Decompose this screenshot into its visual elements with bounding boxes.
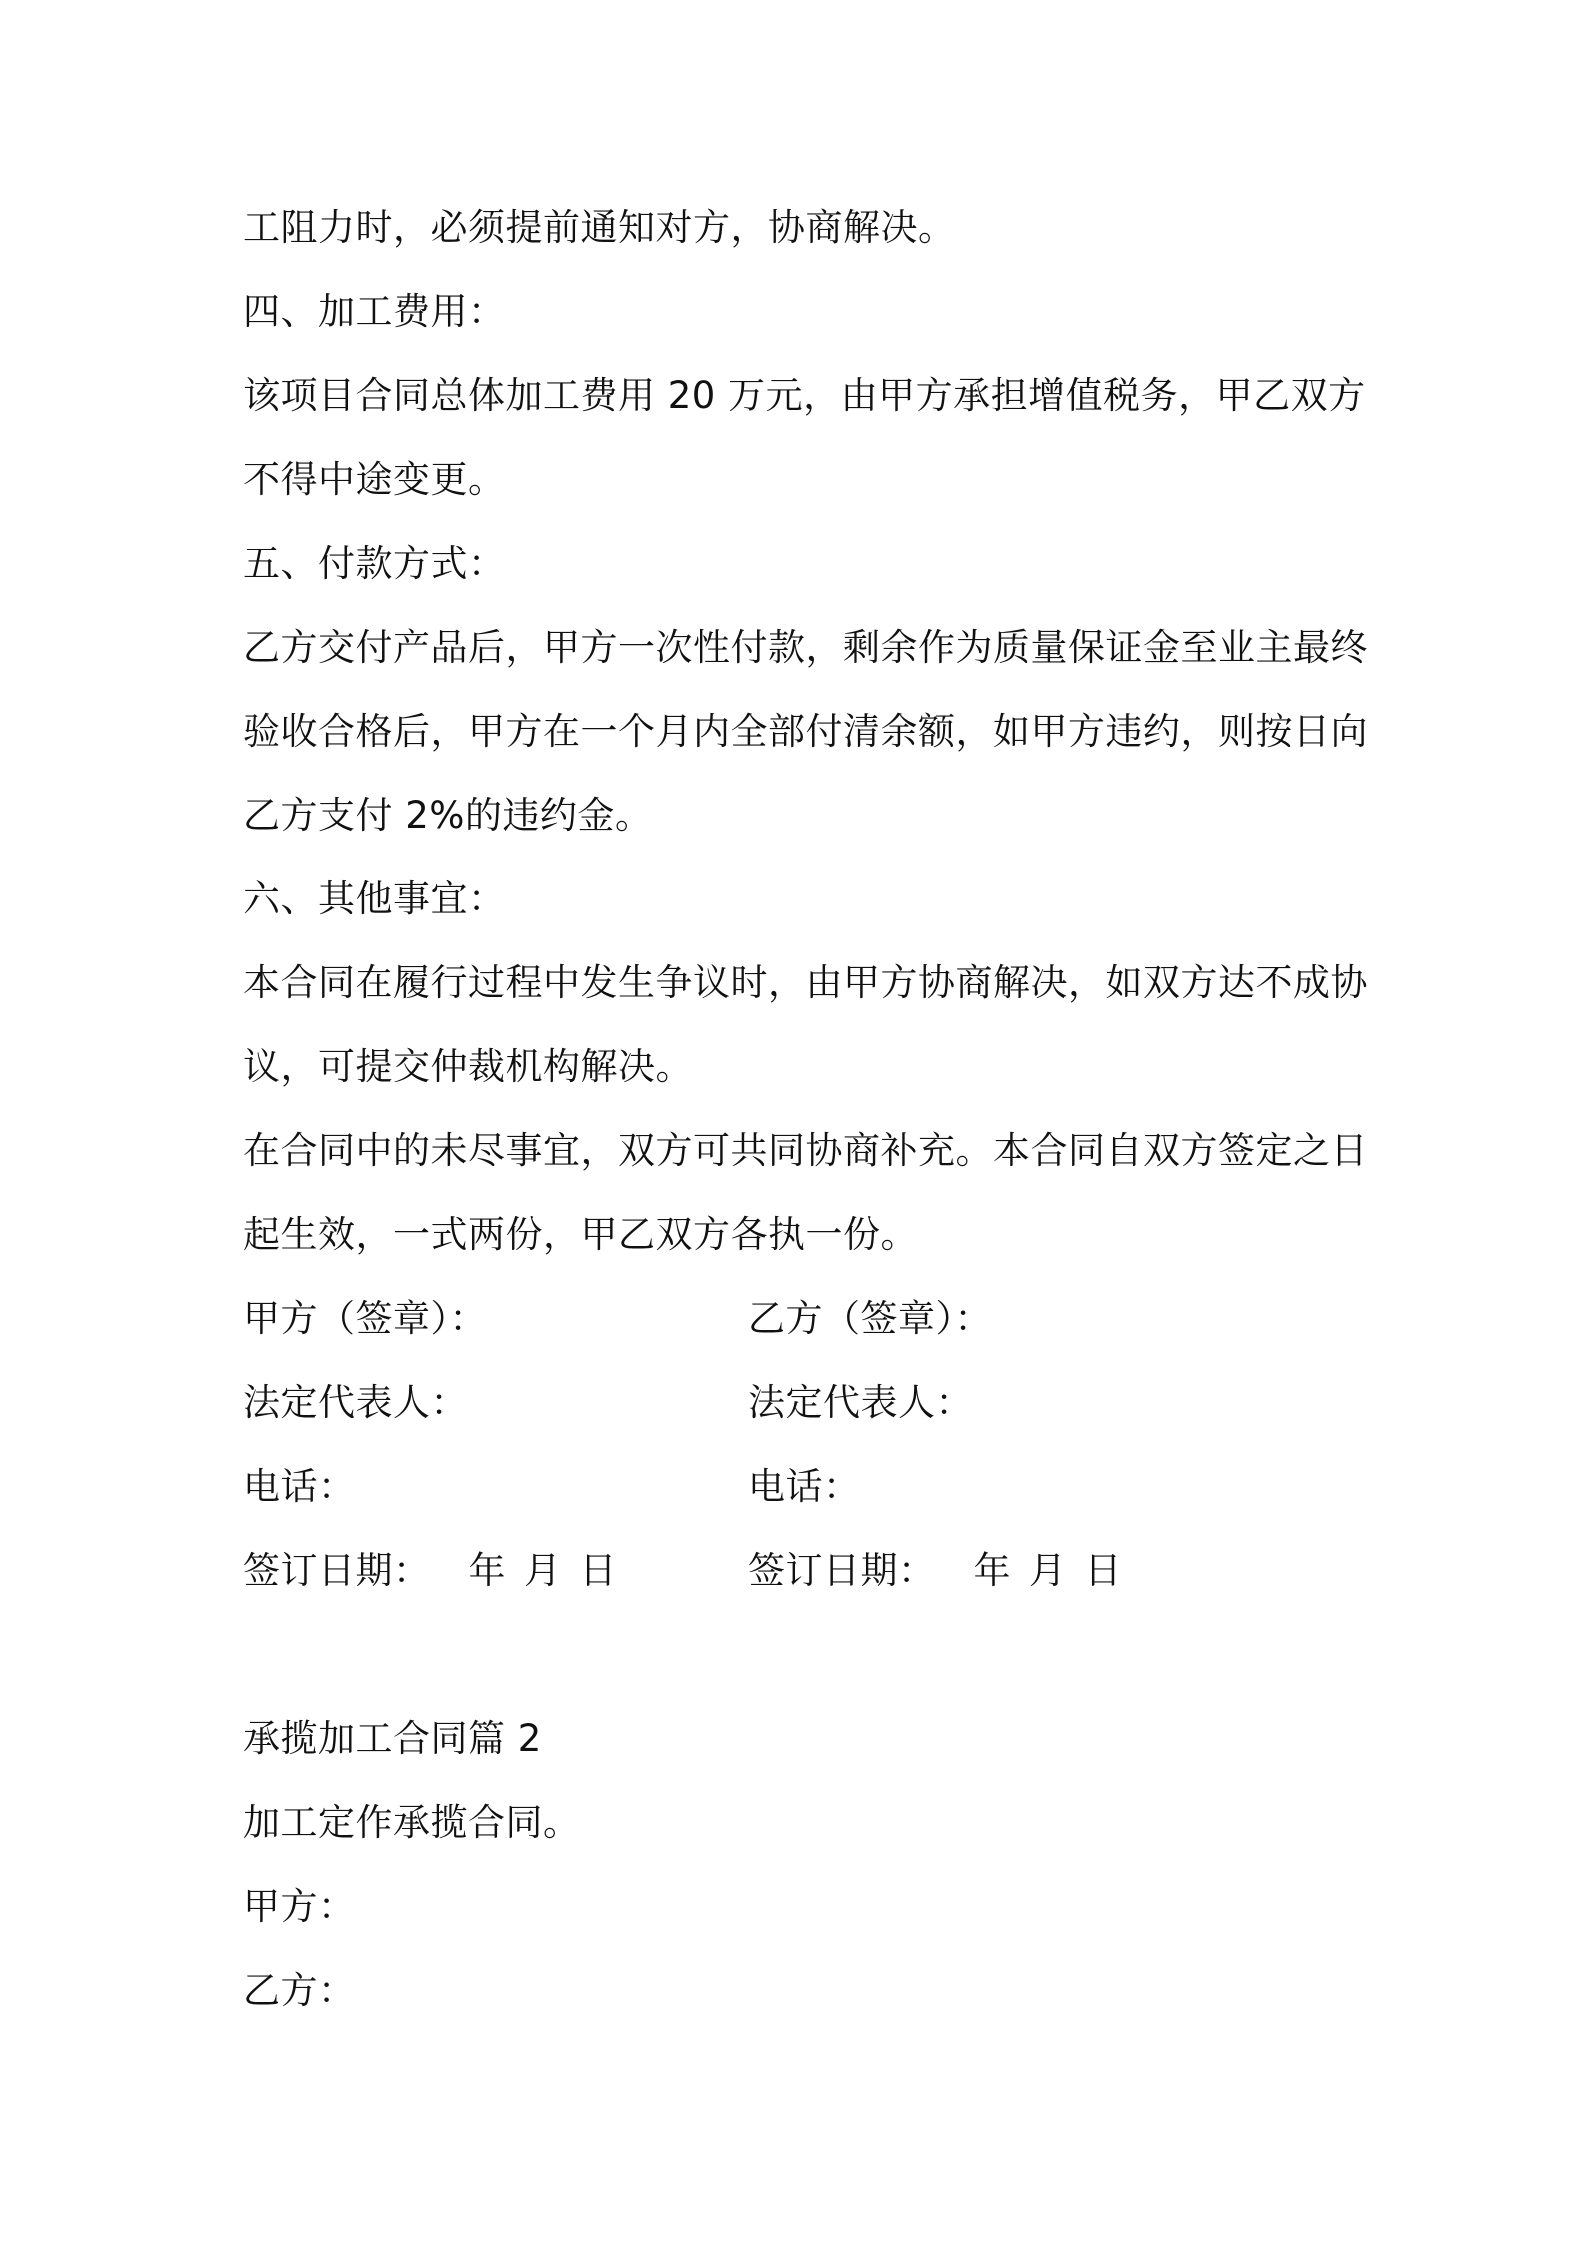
party-a-date-parts [469,1549,636,1593]
party-b-rep-label: 法定代表人： [748,1381,973,1424]
party-a-date-row [243,1549,635,1593]
section-heading-payment: 五、付款方式： [243,542,506,585]
text-line: 该项目合同总体加工费用 20 万元，由甲方承担增值税务，甲乙双方 [243,374,1366,417]
section-heading-other-matters: 六、其他事宜： [243,877,506,920]
text-line: 工阻力时，必须提前通知对方，协商解决。 [243,206,956,249]
section-heading-processing-fee: 四、加工费用： [243,290,506,333]
party-b-seal-label: 乙方（签章）： [748,1297,992,1340]
party-a-month: 月 [524,1549,562,1592]
party-a-rep-label: 法定代表人： [243,1381,468,1424]
party-a-date-label: 签订日期： [243,1549,431,1592]
party-a-year: 年 [468,1549,506,1592]
party-b-date-label: 签订日期： [748,1549,936,1592]
text-line: 不得中途变更。 [243,458,506,501]
section2-party-b-label: 乙方： [243,1969,356,2012]
party-a-day: 日 [579,1549,617,1592]
text-line: 本合同在履行过程中发生争议时，由甲方协商解决，如双方达不成协 [243,961,1368,1004]
section2-party-a-label: 甲方： [243,1885,356,1928]
party-b-phone-label: 电话： [748,1465,861,1508]
text-line: 验收合格后，甲方在一个月内全部付清余额，如甲方违约，则按日向 [243,710,1368,753]
text-line: 议，可提交仲裁机构解决。 [243,1045,693,1088]
text-line: 起生效，一式两份，甲乙双方各执一份。 [243,1213,918,1256]
text-line: 乙方交付产品后，甲方一次性付款，剩余作为质量保证金至业主最终 [243,626,1368,669]
text-line: 在合同中的未尽事宜，双方可共同协商补充。本合同自双方签定之日 [243,1129,1368,1172]
party-b-date-row [748,1549,1140,1593]
party-a-phone-label: 电话： [243,1465,356,1508]
party-b-month: 月 [1029,1549,1067,1592]
party-b-day: 日 [1084,1549,1122,1592]
party-b-year: 年 [973,1549,1011,1592]
section2-heading: 承揽加工合同篇 2 [243,1717,542,1760]
party-b-date-parts [974,1549,1141,1593]
text-line: 乙方支付 2%的违约金。 [243,794,653,837]
party-a-seal-label: 甲方（签章）： [243,1297,487,1340]
section2-title: 加工定作承揽合同。 [243,1801,581,1844]
